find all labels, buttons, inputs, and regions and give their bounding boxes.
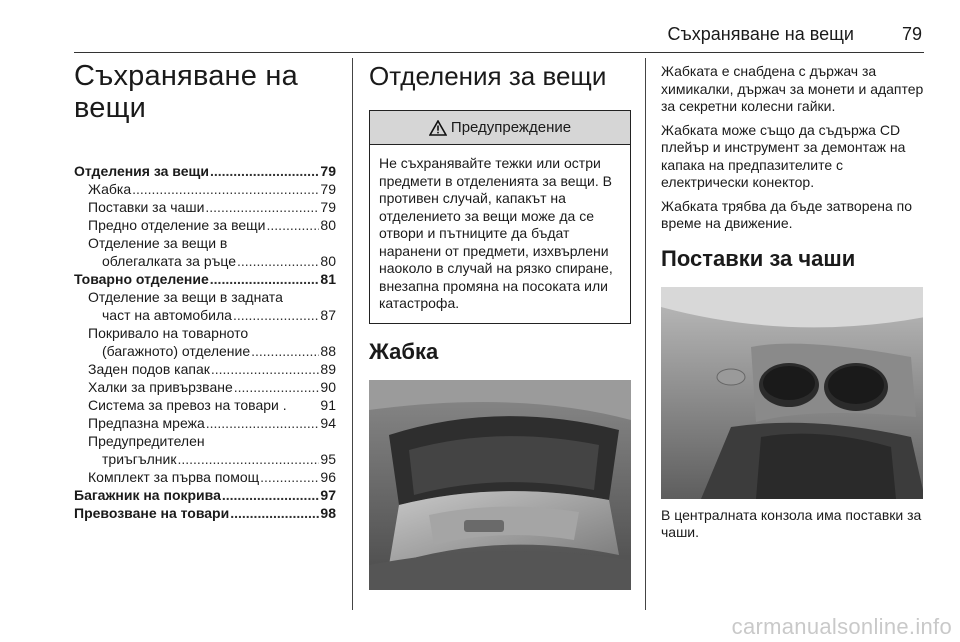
- glovebox-title: Жабка: [369, 338, 439, 364]
- cupholder-photo: [661, 287, 923, 499]
- cupholder-title: Поставки за чаши: [661, 245, 856, 271]
- text-column: [661, 63, 925, 542]
- toc-entry[interactable]: Заден подов капак ..... 89: [74, 360, 336, 378]
- toc-column: [74, 60, 336, 522]
- paragraph: Жабката може също да съдържа CD плейър и инструмент за демонтаж на капака на предпазителите с електрически конектор.: [661, 121, 906, 190]
- toc-entry[interactable]: Халки за привързване ..... 90: [74, 378, 336, 396]
- toc-entry[interactable]: Предно отделение за вещи ..... 80: [74, 216, 336, 234]
- toc-entry[interactable]: Комплект за първа помощ ..... 96: [74, 468, 336, 486]
- header-rule: [74, 52, 924, 53]
- chapter-title: Съхраняване на вещи: [74, 60, 298, 124]
- section-title: Отделения за вещи: [369, 61, 607, 91]
- toc-entry-section[interactable]: Товарно отделение ..... 81: [74, 270, 336, 288]
- warning-title: Предупреждение: [450, 119, 572, 136]
- toc-entry[interactable]: Предпазна мрежа ..... 94: [74, 414, 336, 432]
- toc-entry-section[interactable]: Превозване на товари ..... 98: [74, 504, 336, 522]
- cupholder-caption: В централната конзола има поставки за чаши.: [661, 506, 922, 540]
- warning-text: Не съхранявайте тежки или остри предмети в отделенията за вещи. В противен случай, капакът на отделението за вещи може да се отвори и пътниците да бъдат наранени от предмети, изхвърлени наоколо в случай на рязко спиране, внезапна промяна на посоката или катастрофа.: [379, 155, 613, 311]
- section-column: [369, 60, 631, 590]
- toc-entry[interactable]: Отделение за вещи в задната част на автомобила ..... 87: [74, 288, 336, 324]
- page-number: 79: [901, 23, 922, 44]
- glovebox-illustration: [369, 380, 631, 590]
- toc-entry[interactable]: Поставки за чаши ..... 79: [74, 198, 336, 216]
- paragraph: Жабката трябва да бъде затворена по време на движение.: [661, 197, 913, 231]
- warning-triangle-icon: [429, 120, 447, 136]
- glovebox-photo: [369, 380, 631, 590]
- toc-entry[interactable]: Покривало на товарното (багажното) отделение ..... 88: [74, 324, 336, 360]
- watermark: carmanualsonline.info: [731, 614, 952, 639]
- page-header: [600, 20, 922, 48]
- cupholder-illustration: [661, 287, 923, 499]
- warning-header: [370, 111, 630, 145]
- toc-entry[interactable]: Система за превоз на товари . 91: [88, 397, 336, 413]
- toc-entry[interactable]: Предупредителен триъгълник ..... 95: [74, 432, 336, 468]
- paragraph: Жабката е снабдена с държач за химикалки, държач за монети и адаптер за секретни колесни гайки.: [661, 63, 924, 114]
- column-divider-2: [645, 58, 646, 610]
- toc-entry-section[interactable]: Багажник на покрива ..... 97: [74, 486, 336, 504]
- header-title: Съхраняване на вещи: [667, 23, 854, 44]
- column-divider-1: [352, 58, 353, 610]
- toc-entry[interactable]: Отделение за вещи в облегалката за ръце ..... 80: [74, 234, 336, 270]
- toc-entry[interactable]: Жабка ..... 79: [74, 180, 336, 198]
- warning-box: [369, 110, 631, 324]
- toc-entry-section[interactable]: Отделения за вещи ..... 79: [74, 162, 336, 180]
